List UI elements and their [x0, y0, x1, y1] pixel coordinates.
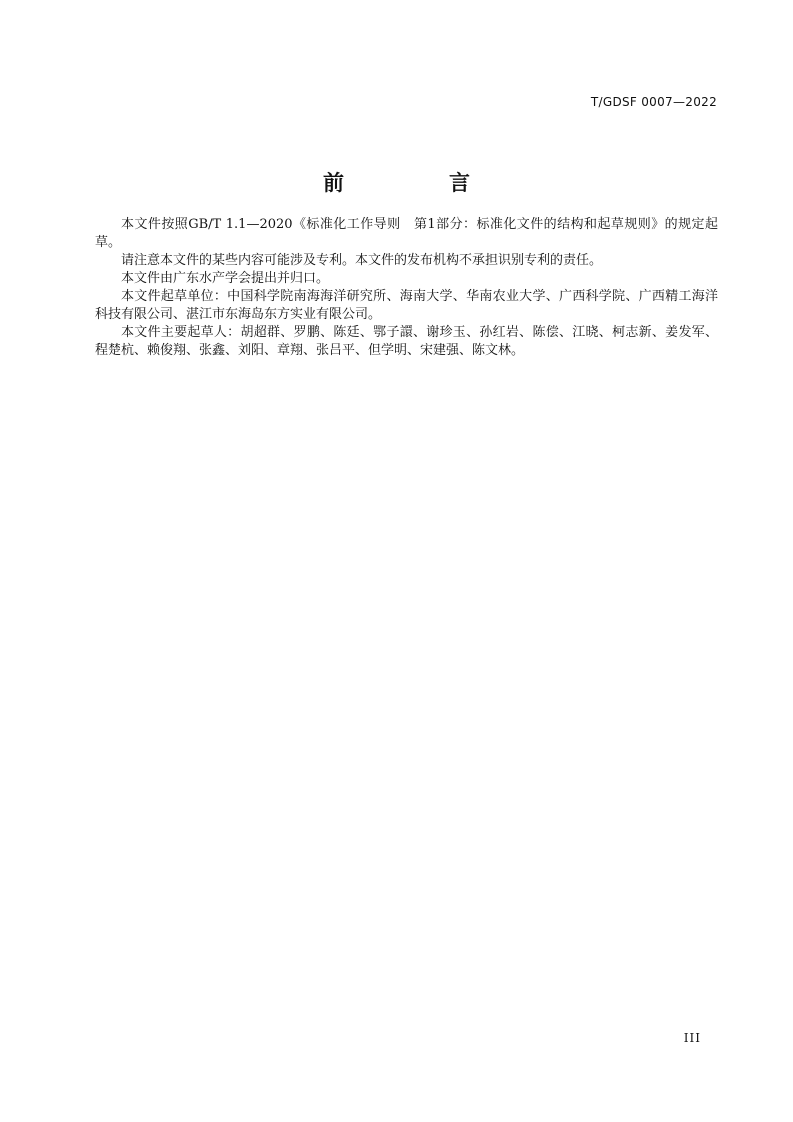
- paragraph-drafting-units: 本文件起草单位：中国科学院南海海洋研究所、海南大学、华南农业大学、广西科学院、广西精工海洋科技有限公司、湛江市东海岛东方实业有限公司。: [95, 289, 718, 322]
- paragraph-drafting-rules: 本文件按照GB/T 1.1—2020《标准化工作导则 第1部分：标准化文件的结构和起草规则》的规定起草。: [95, 217, 718, 250]
- page-title: 前 言: [323, 171, 512, 195]
- document-code: T/GDSF 0007—2022: [590, 95, 717, 109]
- foreword-body: [95, 216, 718, 360]
- page-number: III: [683, 1031, 701, 1045]
- paragraph-proposer: 本文件由广东水产学会提出并归口。: [121, 271, 330, 286]
- paragraph-drafters: 本文件主要起草人：胡超群、罗鹏、陈廷、鄂子譞、谢珍玉、孙红岩、陈偿、江晓、柯志新、姜发军、程楚杭、赖俊翔、张鑫、刘阳、章翔、张吕平、但学明、宋建强、陈文林。: [95, 325, 718, 358]
- paragraph-patent-notice: 请注意本文件的某些内容可能涉及专利。本文件的发布机构不承担识别专利的责任。: [121, 253, 603, 268]
